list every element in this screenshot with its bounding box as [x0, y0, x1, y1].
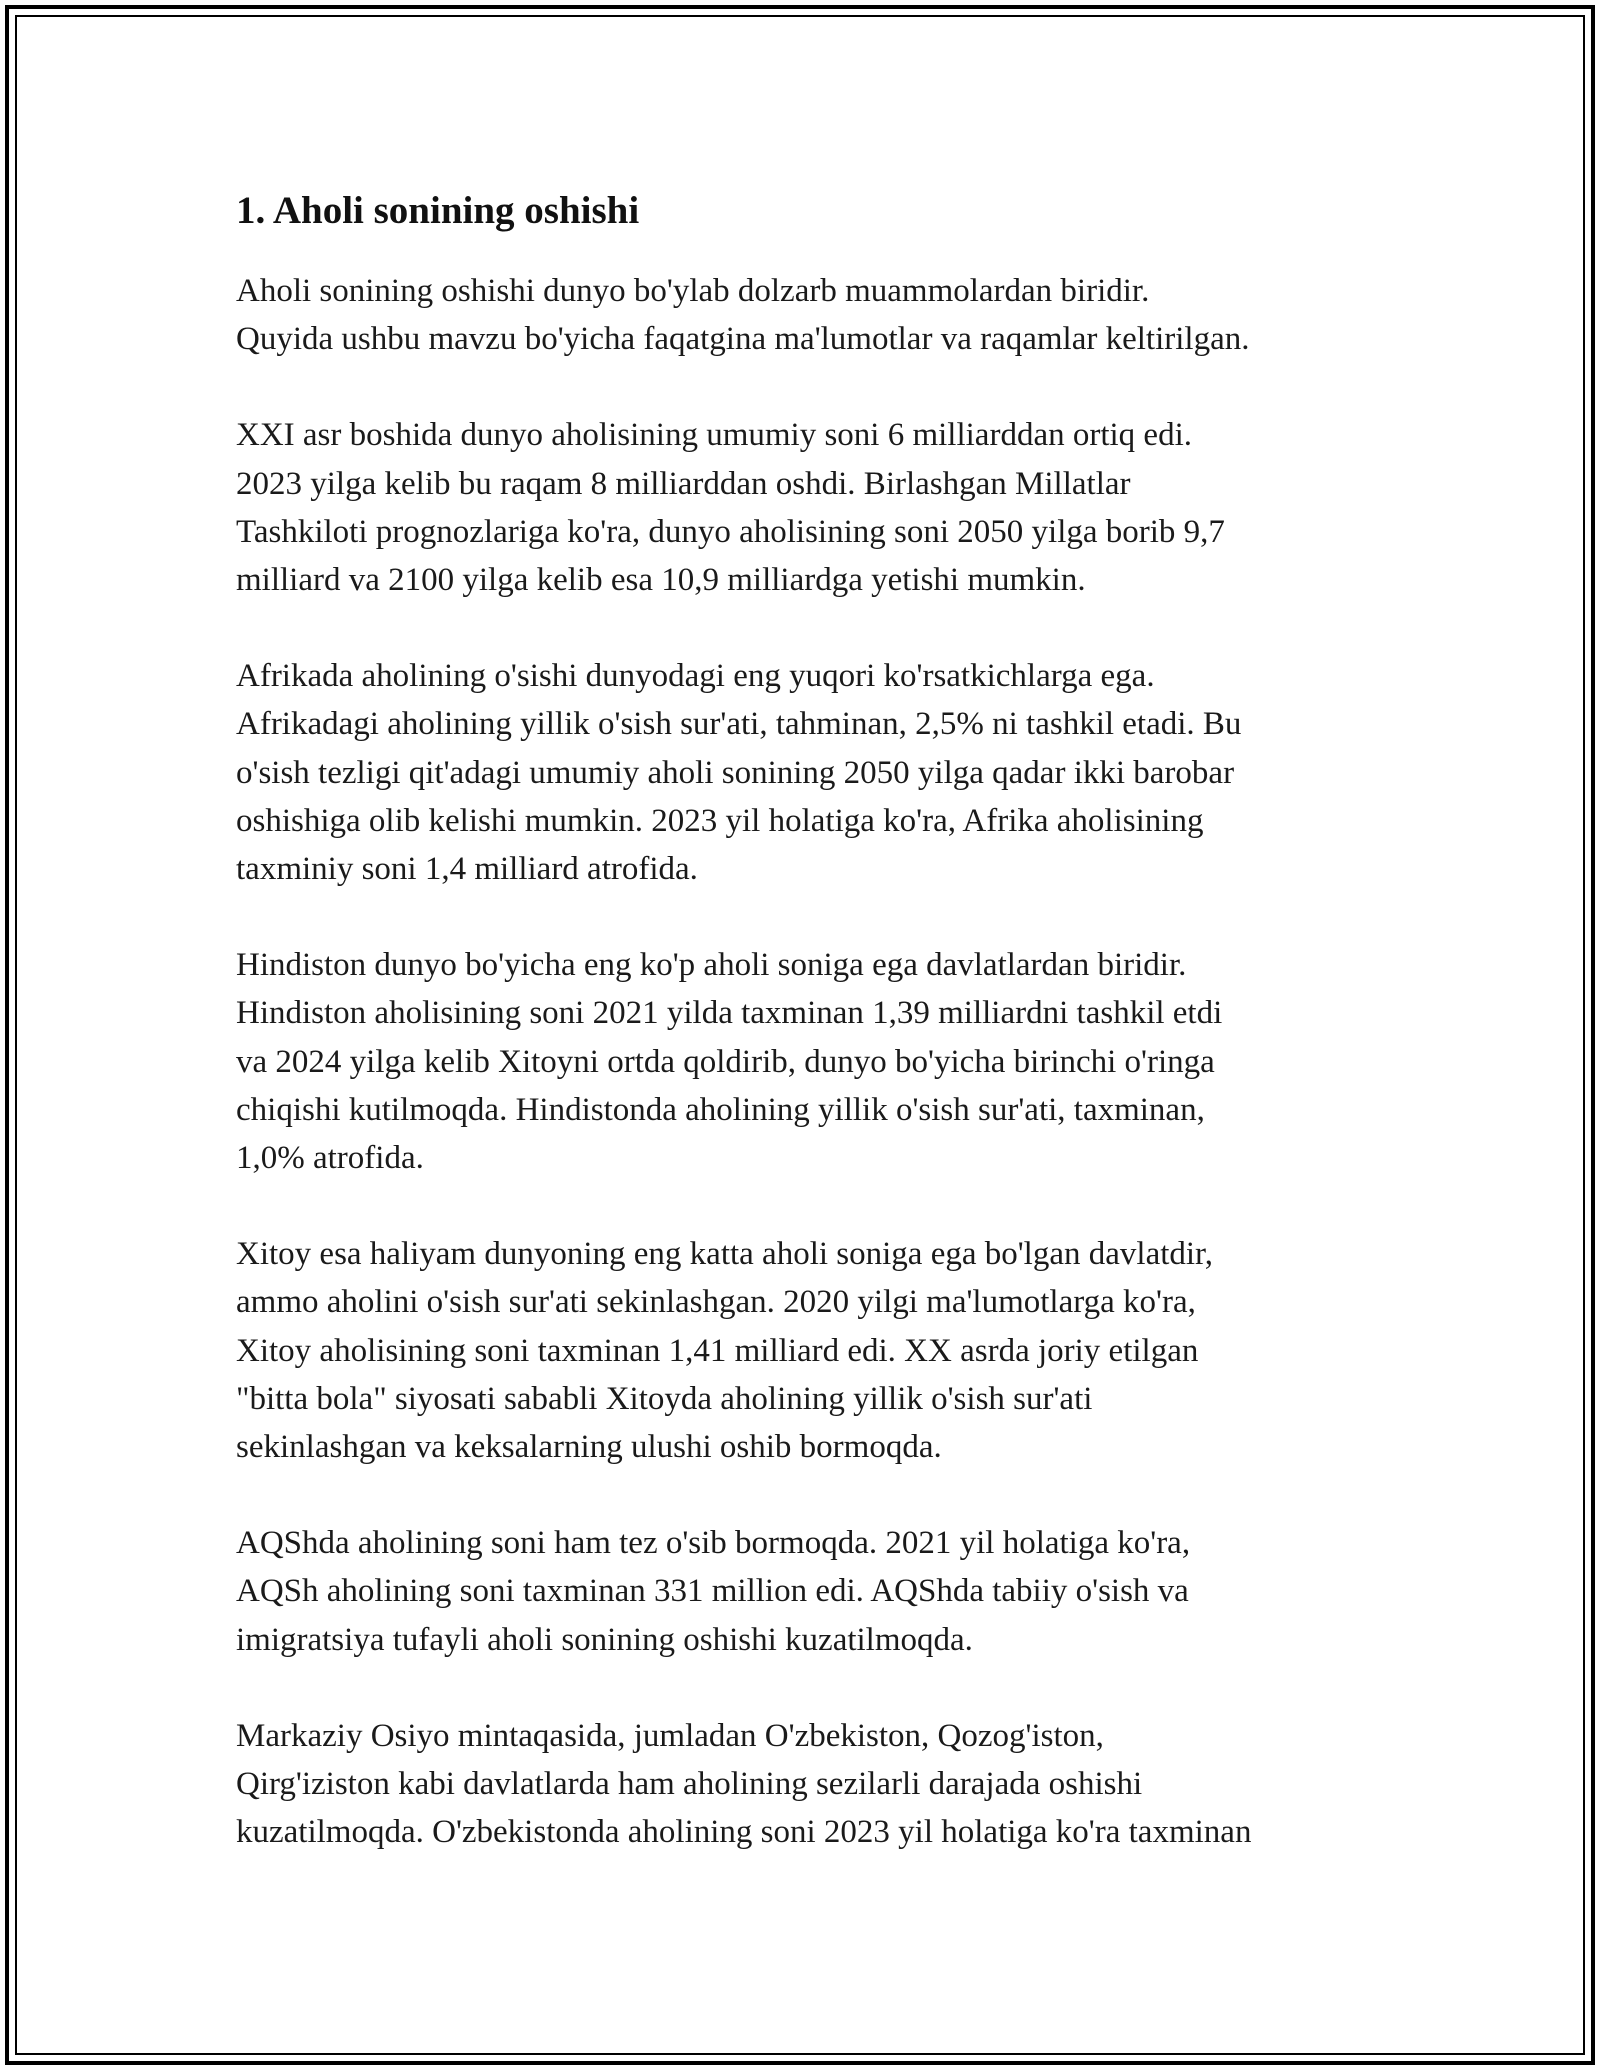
text-line: imigratsiya tufayli aholi sonining oshishi kuzatilmoqda. — [236, 1621, 973, 1658]
text-line: 2023 yilga kelib bu raqam 8 milliarddan oshdi. Birlashgan Millatlar — [236, 465, 1131, 502]
text-line: oshishiga olib kelishi mumkin. 2023 yil holatiga ko'ra, Afrika aholisining — [236, 802, 1204, 839]
text-line: milliard va 2100 yilga kelib esa 10,9 milliardga yetishi mumkin. — [236, 562, 1086, 599]
text-line: taxminiy soni 1,4 milliard atrofida. — [236, 851, 698, 888]
paragraph-india — [236, 941, 1376, 1182]
text-line: Hindiston dunyo bo'yicha eng ko'p aholi soniga ega davlatlardan biridir. — [236, 947, 1187, 984]
paragraph-world-population — [236, 411, 1376, 604]
text-line: Xitoy aholisining soni taxminan 1,41 milliard edi. XX asrda joriy etilgan — [236, 1332, 1199, 1369]
document-body — [236, 185, 1376, 1904]
text-line: Afrikada aholining o'sishi dunyodagi eng yuqori ko'rsatkichlarga ega. — [236, 658, 1155, 695]
text-line: sekinlashgan va keksalarning ulushi oshib bormoqda. — [236, 1429, 942, 1466]
paragraph-usa — [236, 1519, 1376, 1664]
paragraph-central-asia — [236, 1712, 1376, 1857]
text-line: Markaziy Osiyo mintaqasida, jumladan O'zbekiston, Qozog'iston, — [236, 1717, 1104, 1754]
text-line: Xitoy esa haliyam dunyoning eng katta aholi soniga ega bo'lgan davlatdir, — [236, 1236, 1213, 1273]
text-line: kuzatilmoqda. O'zbekistonda aholining soni 2023 yil holatiga ko'ra taxminan — [236, 1814, 1252, 1851]
paragraph-intro — [236, 267, 1376, 363]
text-line: Aholi sonining oshishi dunyo bo'ylab dolzarb muammolardan biridir. — [236, 273, 1150, 309]
text-line: o'sish tezligi qit'adagi umumiy aholi sonining 2050 yilga qadar ikki barobar — [236, 754, 1235, 791]
text-line: va 2024 yilga kelib Xitoyni ortda qoldirib, dunyo bo'yicha birinchi o'ringa — [236, 1043, 1215, 1080]
text-line: Qirg'iziston kabi davlatlarda ham aholining sezilarli darajada oshishi — [236, 1766, 1143, 1803]
text-line: ammo aholini o'sish sur'ati sekinlashgan. 2020 yilgi ma'lumotlarga ko'ra, — [236, 1284, 1196, 1321]
text-line: Tashkiloti prognozlariga ko'ra, dunyo aholisining soni 2050 yilga borib 9,7 — [236, 513, 1225, 550]
text-line: AQShda aholining soni ham tez o'sib bormoqda. 2021 yil holatiga ko'ra, — [236, 1525, 1191, 1562]
text-line: XXI asr boshida dunyo aholisining umumiy soni 6 milliarddan ortiq edi. — [236, 417, 1192, 454]
text-line: Afrikadagi aholining yillik o'sish sur'ati, tahminan, 2,5% ni tashkil etadi. Bu — [236, 706, 1242, 743]
text-line: "bitta bola" siyosati sababli Xitoyda aholining yillik o'sish sur'ati — [236, 1380, 1093, 1417]
text-line: chiqishi kutilmoqda. Hindistonda aholining yillik o'sish sur'ati, taxminan, — [236, 1091, 1205, 1128]
text-line: Hindiston aholisining soni 2021 yilda taxminan 1,39 milliardni tashkil etdi — [236, 995, 1223, 1032]
text-line: 1,0% atrofida. — [236, 1140, 424, 1177]
text-line: AQSh aholining soni taxminan 331 million edi. AQShda tabiiy o'sish va — [236, 1573, 1189, 1610]
paragraph-china — [236, 1230, 1376, 1471]
section-heading: 1. Aholi sonining oshishi — [236, 189, 640, 232]
paragraph-africa — [236, 652, 1376, 893]
text-line: Quyida ushbu mavzu bo'yicha faqatgina ma'lumotlar va raqamlar keltirilgan. — [236, 321, 1250, 358]
